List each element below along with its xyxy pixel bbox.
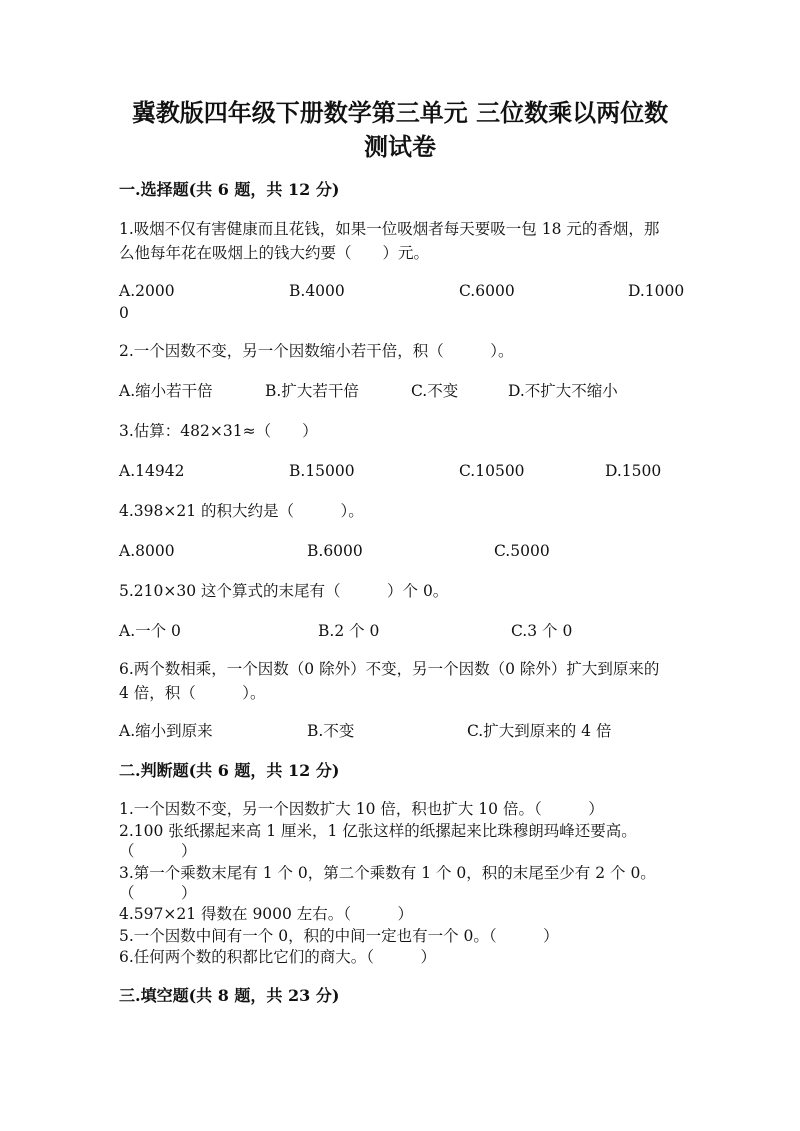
question-2-option-d: D.不扩大不缩小 (508, 382, 618, 400)
section-heading-choice: 一.选择题(共 6 题，共 12 分) (119, 180, 340, 199)
question-5-option-a: A.一个 0 (119, 622, 181, 640)
document-title-line2: 测试卷 (364, 132, 436, 161)
question-1-line1: 1.吸烟不仅有害健康而且花钱，如果一位吸烟者每天要吸一包 18 元的香烟，那 (119, 220, 660, 238)
judge-line-1: 1.一个因数不变，另一个因数扩大 10 倍，积也扩大 10 倍。（ ） (119, 800, 604, 818)
judge-line-7: 5.一个因数中间有一个 0，积的中间一定也有一个 0。（ ） (119, 927, 559, 945)
judge-line-3: （ ） (119, 842, 197, 860)
question-6-option-a: A.缩小到原来 (119, 722, 213, 740)
question-2-line1: 2.一个因数不变，另一个因数缩小若干倍，积（ ）。 (119, 342, 514, 360)
question-1-option-b: B.4000 (289, 282, 345, 300)
question-1-option-d: D.1000 (628, 282, 685, 300)
question-6-option-b: B.不变 (307, 722, 355, 740)
question-2-option-c: C.不变 (411, 382, 459, 400)
question-6-line2: 4 倍，积（ ）。 (119, 684, 266, 702)
judge-line-4: 3.第一个乘数末尾有 1 个 0，第二个乘数有 1 个 0，积的末尾至少有 2 个 0。 (119, 864, 656, 882)
question-6-line1: 6.两个数相乘，一个因数（0 除外）不变，另一个因数（0 除外）扩大到原来的 (119, 660, 660, 678)
document-title-line1: 冀教版四年级下册数学第三单元 三位数乘以两位数 (131, 98, 669, 127)
question-3-option-b: B.15000 (289, 462, 355, 480)
section-heading-judge: 二.判断题(共 6 题，共 12 分) (119, 761, 340, 780)
question-3-line1: 3.估算：482×31≈（ ） (119, 422, 318, 440)
question-4-option-b: B.6000 (307, 542, 363, 560)
question-1-option-a: A.2000 (119, 282, 175, 300)
question-1-option-overflow: 0 (119, 304, 129, 322)
question-2-option-b: B.扩大若干倍 (265, 382, 359, 400)
question-3-option-d: D.1500 (605, 462, 662, 480)
question-2-option-a: A.缩小若干倍 (119, 382, 213, 400)
question-3-option-a: A.14942 (119, 462, 185, 480)
section-heading-fill: 三.填空题(共 8 题，共 23 分) (119, 986, 340, 1005)
question-3-option-c: C.10500 (459, 462, 525, 480)
judge-line-2: 2.100 张纸摞起来高 1 厘米，1 亿张这样的纸摞起来比珠穆朗玛峰还要高。 (119, 822, 637, 840)
judge-line-6: 4.597×21 得数在 9000 左右。（ ） (119, 905, 414, 923)
judge-line-8: 6.任何两个数的积都比它们的商大。（ ） (119, 948, 437, 966)
question-4-line1: 4.398×21 的积大约是（ ）。 (119, 502, 364, 520)
question-4-option-a: A.8000 (119, 542, 175, 560)
judge-line-5: （ ） (119, 884, 197, 902)
question-5-option-b: B.2 个 0 (318, 622, 380, 640)
question-1-line2: 么他每年花在吸烟上的钱大约要（ ）元。 (119, 244, 430, 262)
question-6-option-c: C.扩大到原来的 4 倍 (467, 722, 612, 740)
question-5-line1: 5.210×30 这个算式的末尾有（ ）个 0。 (119, 582, 449, 600)
question-4-option-c: C.5000 (494, 542, 550, 560)
question-5-option-c: C.3 个 0 (511, 622, 573, 640)
question-1-option-c: C.6000 (459, 282, 515, 300)
